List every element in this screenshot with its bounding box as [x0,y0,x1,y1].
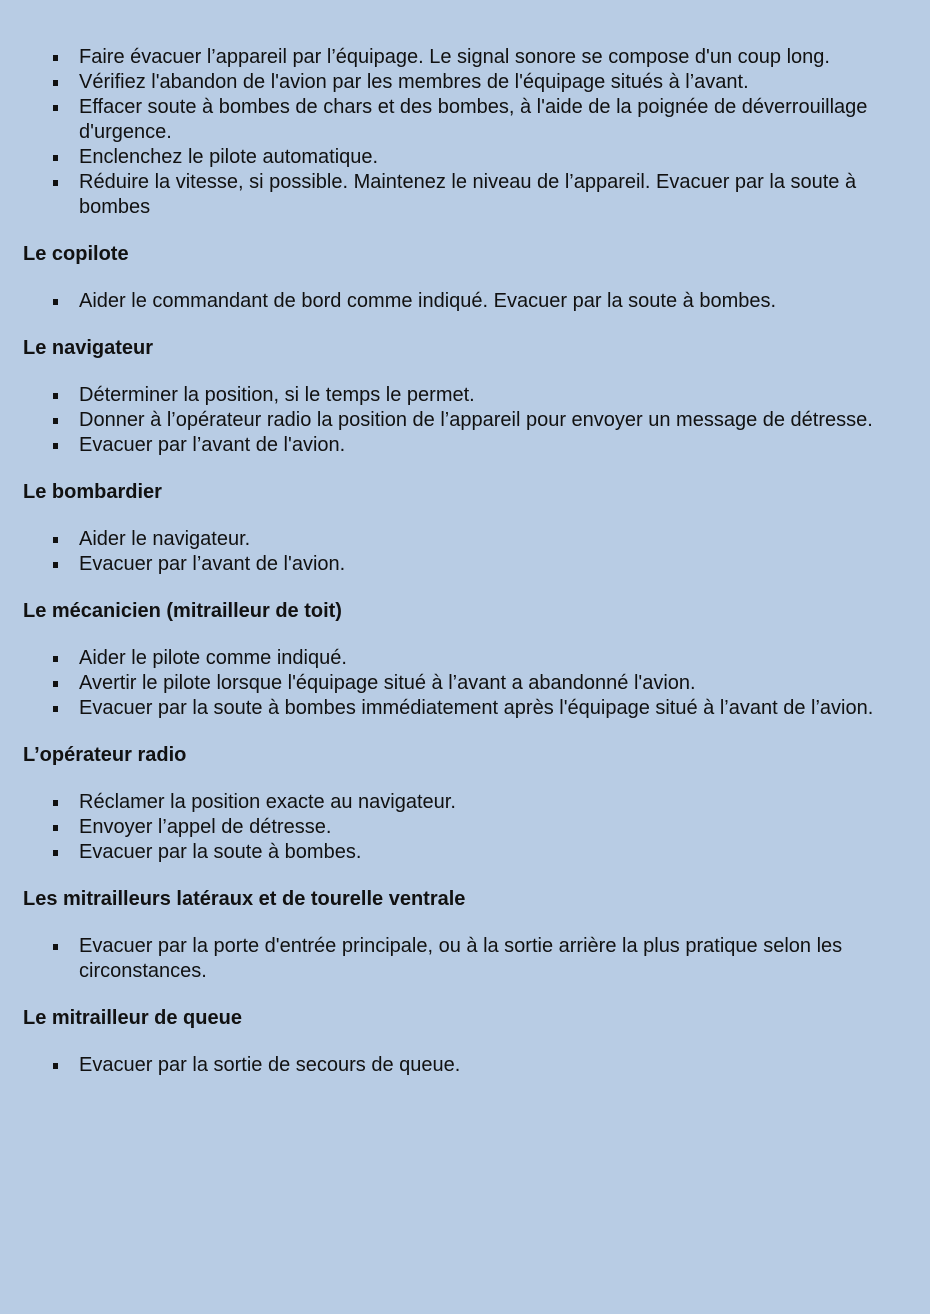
list-item-text: Evacuer par la soute à bombes immédiatement après l'équipage situé à l’avant de l’avion. [79,697,874,719]
section-heading: Le navigateur [23,337,154,359]
list-item-text: Evacuer par la porte d'entrée principale, ou à la sortie arrière la plus pratique selon les circonstances. [79,935,843,982]
section-heading: Le mécanicien (mitrailleur de toit) [23,600,342,622]
bullet-marker [53,418,58,424]
list-item-text: Avertir le pilote lorsque l'équipage situé à l’avant a abandonné l'avion. [79,672,696,694]
list-item [23,408,910,433]
list-item [23,433,910,458]
section-bombardier [23,480,910,577]
section-heading: L’opérateur radio [23,744,187,766]
list-item [23,934,910,984]
list-item-text: Faire évacuer l’appareil par l’équipage. Le signal sonore se compose d'un coup long. [79,46,830,68]
section-mecanicien [23,599,910,721]
list-item-text: Aider le pilote comme indiqué. [79,647,347,669]
section-operateur-radio [23,743,910,865]
list-item-text: Evacuer par la soute à bombes. [79,841,362,863]
bullet-marker [53,656,58,662]
section-heading: Le mitrailleur de queue [23,1007,242,1029]
list-item-text: Donner à l’opérateur radio la position de l’appareil pour envoyer un message de détresse. [79,409,873,431]
list-item [23,646,910,671]
list-item [23,289,910,314]
bullet-marker [53,706,58,712]
section-mitrailleur-queue [23,1006,910,1078]
list-item-text: Réduire la vitesse, si possible. Maintenez le niveau de l’appareil. Evacuer par la soute à bombes [79,171,857,218]
bullet-marker [53,55,58,61]
list-item [23,170,910,220]
bullet-marker [53,944,58,950]
section-copilote [23,242,910,314]
list-item [23,815,910,840]
list-item [23,552,910,577]
list-item [23,696,910,721]
list-item-text: Enclenchez le pilote automatique. [79,146,379,168]
list-item-text: Réclamer la position exacte au navigateur. [79,791,456,813]
bullet-marker [53,800,58,806]
list-item-text: Aider le commandant de bord comme indiqué. Evacuer par la soute à bombes. [79,290,777,312]
list-item-text: Vérifiez l'abandon de l'avion par les membres de l'équipage situés à l’avant. [79,71,749,93]
bullet-marker [53,443,58,449]
bullet-marker [53,537,58,543]
list-item [23,840,910,865]
list-item-text: Evacuer par l’avant de l'avion. [79,553,346,575]
list-item [23,527,910,552]
list-item-text: Effacer soute à bombes de chars et des bombes, à l'aide de la poignée de déverrouillage d'urgence. [79,96,868,143]
section-heading: Les mitrailleurs latéraux et de tourelle ventrale [23,888,466,910]
bullet-marker [53,825,58,831]
section-heading: Le bombardier [23,481,162,503]
list-item [23,671,910,696]
section-list [23,289,910,314]
bullet-marker [53,155,58,161]
list-item [23,145,910,170]
list-item [23,1053,910,1078]
bullet-marker [53,393,58,399]
intro-list [23,45,910,220]
list-item [23,70,910,95]
bullet-marker [53,180,58,186]
section-navigateur [23,336,910,458]
bullet-marker [53,850,58,856]
list-item-text: Déterminer la position, si le temps le permet. [79,384,475,406]
section-list [23,383,910,458]
list-item-text: Envoyer l’appel de détresse. [79,816,332,838]
list-item-text: Aider le navigateur. [79,528,251,550]
list-item [23,383,910,408]
bullet-marker [53,562,58,568]
section-heading: Le copilote [23,243,129,265]
section-list [23,646,910,721]
bullet-marker [53,1063,58,1069]
list-item-text: Evacuer par l’avant de l'avion. [79,434,346,456]
list-item-text: Evacuer par la sortie de secours de queue. [79,1054,461,1076]
section-mitrailleurs-lateraux [23,887,910,984]
section-list [23,527,910,577]
bullet-marker [53,681,58,687]
section-list [23,934,910,984]
bullet-marker [53,80,58,86]
section-list [23,1053,910,1078]
list-item [23,45,910,70]
list-item [23,790,910,815]
bullet-marker [53,299,58,305]
list-item [23,95,910,145]
bullet-marker [53,105,58,111]
section-list [23,790,910,865]
